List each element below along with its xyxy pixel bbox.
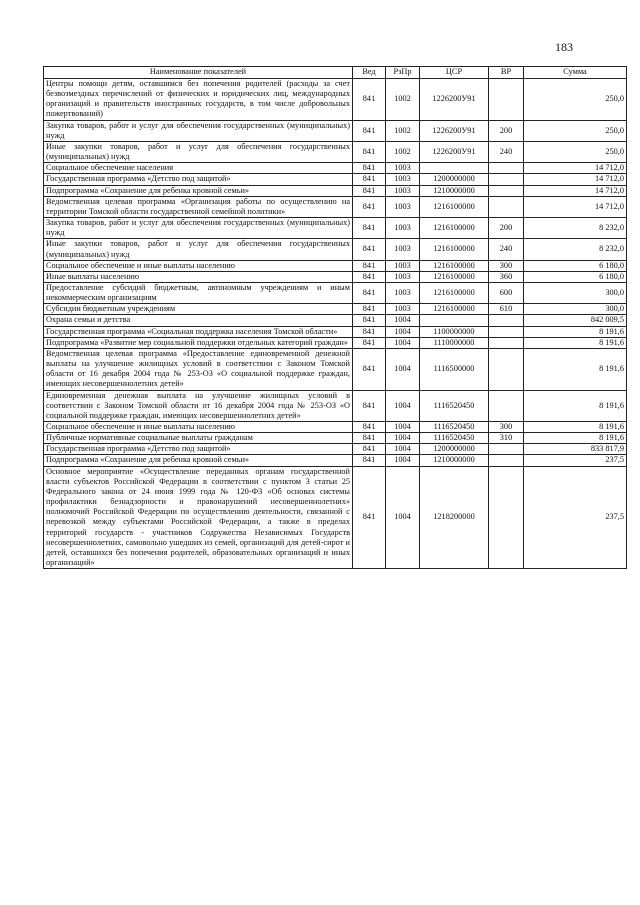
cell-rzpr: 1002 [386,120,420,141]
cell-sum: 8 191,6 [524,390,627,421]
table-row [44,326,627,337]
cell-rzpr: 1002 [386,79,420,121]
budget-table [43,66,627,569]
cell-csr: 1216100000 [420,282,489,303]
table-row [44,271,627,282]
cell-ved: 841 [353,239,386,260]
cell-csr: 1226200У91 [420,141,489,162]
table-row [44,444,627,455]
cell-name: Социальное обеспечение и иные выплаты населению [44,260,353,271]
table-row [44,455,627,466]
cell-ved: 841 [353,282,386,303]
cell-sum: 6 180,0 [524,271,627,282]
cell-vr: 200 [489,120,524,141]
cell-vr [489,444,524,455]
table-row [44,422,627,433]
cell-sum: 8 191,6 [524,348,627,390]
cell-ved: 841 [353,315,386,326]
cell-ved: 841 [353,390,386,421]
cell-name: Предоставление субсидий бюджетным, автономным учреждениям и иным некоммерческим организациям [44,282,353,303]
cell-name: Публичные нормативные социальные выплаты гражданам [44,433,353,444]
cell-rzpr: 1003 [386,163,420,174]
cell-name: Ведомственная целевая программа «Предоставление единовременной денежной выплаты на улучшение жилищных условий в соответствии с Законом Томской области от 16 декабря 2004 года № 253-ОЗ «О социальной поддержке граждан, имеющих несовершеннолетних детей» [44,348,353,390]
cell-rzpr: 1004 [386,326,420,337]
table-row [44,348,627,390]
cell-sum: 8 191,6 [524,422,627,433]
cell-sum: 250,0 [524,120,627,141]
table-row [44,466,627,569]
cell-csr [420,163,489,174]
cell-csr: 1218200000 [420,466,489,569]
cell-name: Подпрограмма «Развитие мер социальной поддержки отдельных категорий граждан» [44,337,353,348]
cell-csr [420,315,489,326]
cell-vr: 240 [489,141,524,162]
cell-ved: 841 [353,260,386,271]
cell-sum: 237,5 [524,466,627,569]
cell-rzpr: 1004 [386,422,420,433]
cell-ved: 841 [353,326,386,337]
cell-ved: 841 [353,337,386,348]
cell-vr: 610 [489,304,524,315]
cell-vr [489,174,524,185]
cell-sum: 14 712,0 [524,163,627,174]
cell-vr: 310 [489,433,524,444]
cell-ved: 841 [353,218,386,239]
cell-name: Центры помощи детям, оставшимся без попечения родителей (расходы за счет безвозмездных перечислений от физических и юридических лиц, международных организаций и правительств иностранных государств, в том числе добровольных пожертвований) [44,79,353,121]
header-vr: ВР [489,67,524,79]
cell-csr: 1116520450 [420,422,489,433]
cell-rzpr: 1004 [386,433,420,444]
cell-sum: 300,0 [524,282,627,303]
table-row [44,141,627,162]
cell-vr: 360 [489,271,524,282]
cell-vr: 600 [489,282,524,303]
cell-rzpr: 1003 [386,304,420,315]
cell-vr [489,455,524,466]
cell-ved: 841 [353,348,386,390]
cell-ved: 841 [353,163,386,174]
table-row [44,218,627,239]
table-row [44,239,627,260]
cell-sum: 8 232,0 [524,218,627,239]
cell-sum: 250,0 [524,141,627,162]
cell-sum: 842 009,5 [524,315,627,326]
table-row [44,337,627,348]
cell-sum: 300,0 [524,304,627,315]
cell-rzpr: 1004 [386,348,420,390]
cell-csr: 1216100000 [420,260,489,271]
cell-rzpr: 1004 [386,466,420,569]
cell-name: Государственная программа «Детство под защитой» [44,444,353,455]
cell-sum: 6 180,0 [524,260,627,271]
cell-csr: 1216100000 [420,271,489,282]
cell-rzpr: 1003 [386,185,420,196]
cell-rzpr: 1003 [386,282,420,303]
cell-ved: 841 [353,196,386,217]
cell-ved: 841 [353,174,386,185]
table-row [44,260,627,271]
cell-name: Социальное обеспечение населения [44,163,353,174]
cell-name: Иные закупки товаров, работ и услуг для обеспечения государственных (муниципальных) нужд [44,239,353,260]
cell-ved: 841 [353,422,386,433]
cell-vr [489,466,524,569]
cell-vr [489,196,524,217]
table-row [44,79,627,121]
header-name: Наименование показателей [44,67,353,79]
cell-sum: 14 712,0 [524,174,627,185]
cell-vr [489,348,524,390]
cell-name: Государственная программа «Социальная поддержка населения Томской области» [44,326,353,337]
cell-rzpr: 1004 [386,390,420,421]
cell-sum: 8 232,0 [524,239,627,260]
header-rzpr: РзПр [386,67,420,79]
cell-rzpr: 1003 [386,271,420,282]
cell-csr: 1110000000 [420,337,489,348]
cell-ved: 841 [353,141,386,162]
table-row [44,163,627,174]
cell-ved: 841 [353,444,386,455]
cell-vr [489,337,524,348]
page-number: 183 [555,40,573,54]
cell-csr: 1216100000 [420,218,489,239]
cell-name: Иные закупки товаров, работ и услуг для обеспечения государственных (муниципальных) нужд [44,141,353,162]
cell-vr [489,315,524,326]
cell-name: Единовременная денежная выплата на улучшение жилищных условий в соответствии с Законом Томской области от 16 декабря 2004 года № 253-ОЗ «О социальной поддержке граждан, имеющих несовершеннолетних детей» [44,390,353,421]
cell-name: Закупка товаров, работ и услуг для обеспечения государственных (муниципальных) нужд [44,120,353,141]
cell-csr: 1210000000 [420,455,489,466]
cell-rzpr: 1004 [386,455,420,466]
cell-name: Субсидии бюджетным учреждениям [44,304,353,315]
cell-csr: 1200000000 [420,174,489,185]
cell-vr [489,185,524,196]
cell-rzpr: 1002 [386,141,420,162]
cell-sum: 237,5 [524,455,627,466]
cell-ved: 841 [353,120,386,141]
cell-rzpr: 1004 [386,444,420,455]
header-row [44,67,627,79]
cell-ved: 841 [353,79,386,121]
cell-csr: 1200000000 [420,444,489,455]
cell-csr: 1100000000 [420,326,489,337]
cell-name: Подпрограмма «Сохранение для ребенка кровной семьи» [44,455,353,466]
cell-sum: 14 712,0 [524,196,627,217]
table-row [44,282,627,303]
cell-ved: 841 [353,271,386,282]
cell-name: Подпрограмма «Сохранение для ребенка кровной семьи» [44,185,353,196]
cell-vr: 200 [489,218,524,239]
table-row [44,174,627,185]
cell-name: Ведомственная целевая программа «Организация работы по осуществлению на территории Томской области государственной семейной политики» [44,196,353,217]
cell-name: Основное мероприятие «Осуществление переданных органам государственной власти субъектов Российской Федерации в соответствии с пунктом 3 статьи 25 Федерального закона от 24 июня 1999 года № 120-ФЗ «Об основах системы профилактики безнадзорности и правонарушений несовершеннолетних» полномочий Российской Федерации по осуществлению деятельности, связанной с перевозкой между субъектами Российской Федерации, а также в пределах территорий государств - участников Содружества Независимых Государств несовершеннолетних, самовольно ушедших из семей, организаций для детей-сирот и детей, оставшихся без попечения родителей, образовательных организаций и иных организаций» [44,466,353,569]
table-row [44,120,627,141]
cell-rzpr: 1004 [386,315,420,326]
cell-csr: 1216100000 [420,304,489,315]
cell-vr: 240 [489,239,524,260]
cell-name: Закупка товаров, работ и услуг для обеспечения государственных (муниципальных) нужд [44,218,353,239]
cell-csr: 1116520450 [420,433,489,444]
table-row [44,185,627,196]
cell-ved: 841 [353,455,386,466]
cell-vr [489,390,524,421]
cell-ved: 841 [353,466,386,569]
cell-csr: 1116500000 [420,348,489,390]
cell-csr: 1226200У91 [420,79,489,121]
cell-csr: 1216100000 [420,196,489,217]
header-ved: Вед [353,67,386,79]
cell-vr: 300 [489,422,524,433]
cell-ved: 841 [353,304,386,315]
cell-sum: 8 191,6 [524,326,627,337]
cell-rzpr: 1003 [386,239,420,260]
cell-sum: 250,0 [524,79,627,121]
cell-rzpr: 1003 [386,218,420,239]
cell-sum: 8 191,6 [524,337,627,348]
cell-name: Социальное обеспечение и иные выплаты населению [44,422,353,433]
cell-csr: 1226200У91 [420,120,489,141]
cell-sum: 8 191,6 [524,433,627,444]
table-row [44,390,627,421]
table-row [44,304,627,315]
cell-ved: 841 [353,185,386,196]
cell-vr: 300 [489,260,524,271]
cell-name: Государственная программа «Детство под защитой» [44,174,353,185]
header-sum: Сумма [524,67,627,79]
cell-rzpr: 1004 [386,337,420,348]
header-csr: ЦСР [420,67,489,79]
table-row [44,433,627,444]
cell-rzpr: 1003 [386,174,420,185]
cell-csr: 1116520450 [420,390,489,421]
cell-sum: 833 817,9 [524,444,627,455]
table-header [44,67,627,79]
cell-csr: 1210000000 [420,185,489,196]
table-body [44,79,627,569]
cell-name: Охрана семьи и детства [44,315,353,326]
cell-name: Иные выплаты населению [44,271,353,282]
cell-ved: 841 [353,433,386,444]
table-row [44,196,627,217]
cell-vr [489,163,524,174]
cell-rzpr: 1003 [386,260,420,271]
cell-sum: 14 712,0 [524,185,627,196]
cell-rzpr: 1003 [386,196,420,217]
cell-csr: 1216100000 [420,239,489,260]
cell-vr [489,79,524,121]
cell-vr [489,326,524,337]
table-row [44,315,627,326]
